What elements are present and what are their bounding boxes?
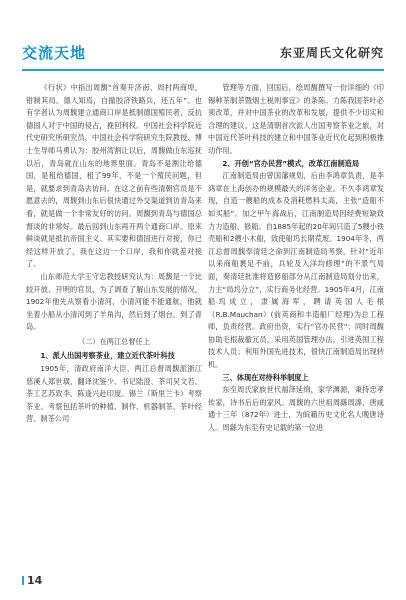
section-heading: 三、体现在对待科举制度上 — [222, 372, 309, 382]
subsection-heading: 1、派人出国考察茶业，建立近代茶叶科技 — [40, 351, 175, 361]
paragraph: 东至周氏家族世代福泽延绵，家学渊源，秉持忠孝传家，诗书后后的家风。周馥的六世祖周繇周䜂，唐咸通十三年（872年）进士，为皖籍历史文化名人晚唐诗人。周繇为东至有史记载的第一位进 — [208, 385, 384, 433]
paragraph: 《行状》中指出周馥“首奏开济南、周村两商埠，钳制其局。德人知焉，自撤胶济铁路兵，还五年”。也有学者认为周馥建立通商口岸是抵制德国殖民者，反抗德国人对于中国的侵占，挽回利权。中国社会科学院近代史研究所研究员，中国社会科学院研究生院教授、博士生导师马勇认为：胶州湾割让以后，周馥做山东巡抚以后，青岛就在山东的地界里面。青岛不是割让给德国，是租给德国，租了99年，不是一个殖民问题，但是，就要求到青岛去访问。在这之前有些清朝官员是不愿意去的，周馥到山东后很快通过外交渠道到访青岛来看，就是做一个非常友好的访问。周馥到青岛与德国总督谈的非常好。最后回到山东再开两个通商口岸。原来鲜谈就是抵抗帝国主义。其实要和德国进行对接，你已经这样开放了，我在这边一个口岸，我和你就差对接了。 — [26, 83, 202, 269]
subsection-heading: 2、开创“官办民营”模式，改革江南制造局 — [222, 158, 360, 168]
page-number — [22, 574, 42, 587]
paragraph: 管理等方面，回国后，绘周馥撰写一份详细的《印锡种茶制茶暨烟土税则事宜》的条陈。力陈我国茶叶必须改革，并对中国茶业的改革和发展，提供不少切实和合理的建议。这是清朝首次派人出国考察茶业之旅，对中国近代茶叶科技的建立和中国茶业近代化起到积极推动作用。 — [208, 83, 384, 155]
header-divider — [22, 69, 384, 71]
left-column — [26, 82, 202, 426]
paragraph: 江南制造局由曾国藩规划，后由李鸿章负责，是李鸿章在上海创办的规模最大的洋务企业。不久李鸿章发现，自造一艘船的成本及消耗燃料太高，主张“造船不如买船”。加之甲午海战后，江南制造局因经费短缺致力力造船、修船。自1885年起的20年间只造了5艘小铁壳船和2艘小木船，致使船坞长期荒废。1904年冬，两江总督周馥奉清廷之命到江南制造局考察，针对“近年以来商船裹足不前，兵轮及入洋均修理”的不景气局面，奏清廷批准将造修船部分从江南制造局划分出来，力主“局坞分立”，实行商务化经营。1905年4月，江南船坞成立，隶属海军，聘请英国人毛根（R.B.Mauchan）(前英商和丰造船厂经理)为总工程师，负责经营。政府出资，实行“官办民营”；同时周馥协助毛根裁撤冗员，采用英国管理办法，引进英国工程技术人员；利用外国先进技术，很快江南制造局出现转机。 — [208, 171, 384, 370]
page-number-marker — [22, 576, 24, 585]
right-column — [208, 82, 384, 435]
paragraph: 1905年，清政府南洋大臣、两江总督周馥派浙江慈溪人郑世璜、翻译沈鉴少、书记陆澄、茶司吴文若、茶工艺苏致李、陈逢兴赴印度、锡兰（斯里兰卡）考察茶业。考察包括茶叶的种植、制作、机器制茶、茶叶经营、制茶公司 — [26, 364, 202, 424]
section-title: 交流天地 — [22, 44, 87, 62]
page-number-text: 14 — [27, 574, 43, 587]
paragraph: 山东师范大学王守忠教授研究认为：周馥是一个比较开放、开明的官员，为了调查了解山东发展的情况，1902年他先从察看小清河，小清河能不能通航，他就坐着小船从小清河到了羊角沟，然后到了烟台，到了青岛。 — [26, 271, 202, 332]
page-header — [0, 36, 406, 66]
section-heading: （二）在两江总督任上 — [78, 336, 150, 346]
journal-title: 东亚周氏文化研究 — [279, 46, 384, 60]
